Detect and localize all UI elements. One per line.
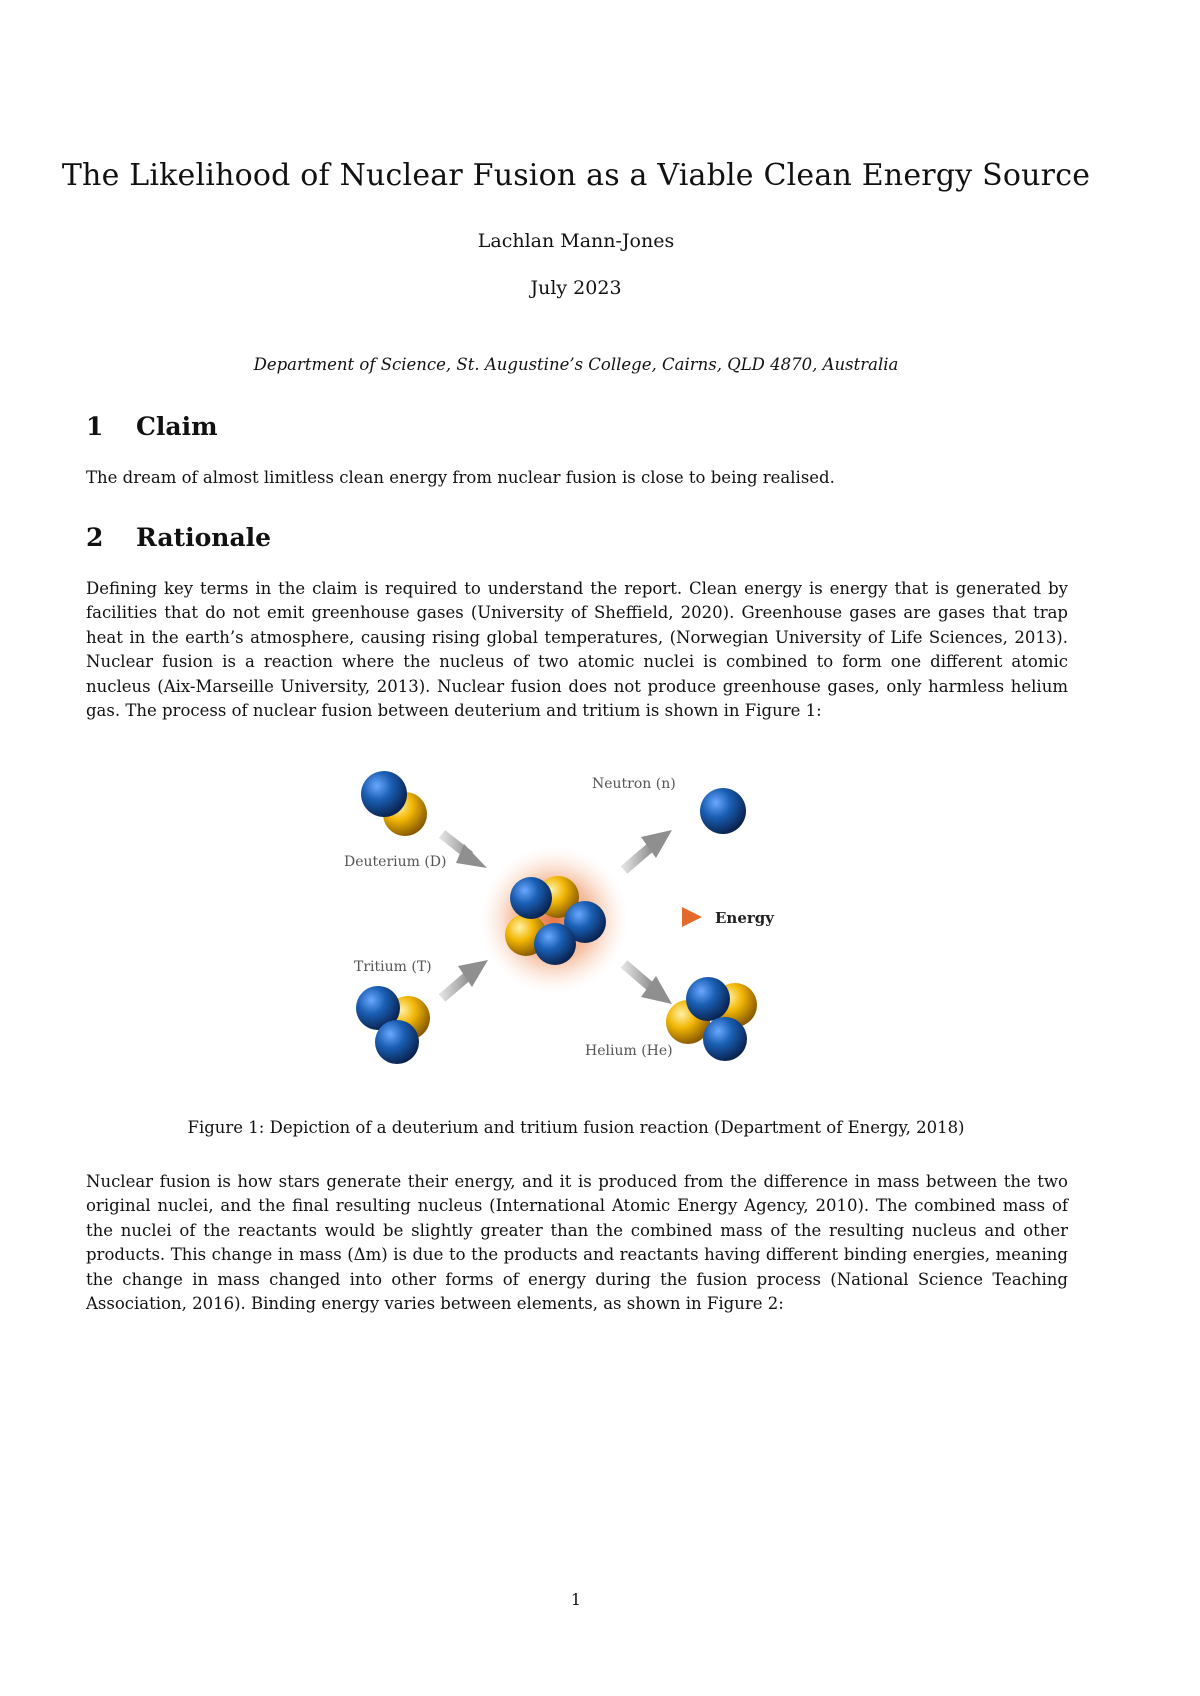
neutron	[361, 771, 407, 817]
section-heading-claim	[86, 412, 218, 441]
section-number: 2	[86, 523, 104, 552]
page-number: 1	[570, 1590, 582, 1609]
arrow-deuterium-in	[442, 834, 487, 868]
paper-affiliation: Department of Science, St. Augustine’s College, Cairns, QLD 4870, Australia	[253, 355, 899, 374]
paper-title: The Likelihood of Nuclear Fusion as a Viable Clean Energy Source	[61, 158, 1091, 193]
energy-label: Energy	[715, 909, 774, 927]
neutron	[534, 923, 576, 965]
figure-caption: Figure 1: Depiction of a deuterium and tritium fusion reaction (Department of Energy, 2018)	[187, 1118, 965, 1137]
paper-date: July 2023	[530, 277, 622, 299]
helium-label: Helium (He)	[585, 1043, 673, 1059]
deuterium-label: Deuterium (D)	[344, 854, 447, 870]
neutron-label: Neutron (n)	[592, 776, 676, 792]
claim-paragraph: The dream of almost limitless clean energy from nuclear fusion is close to being realised.	[86, 468, 835, 487]
tritium-nucleus	[356, 986, 430, 1064]
arrow-neutron-out	[624, 830, 672, 870]
neutron-product	[700, 788, 746, 834]
fusion-reaction-figure	[330, 752, 830, 1092]
neutron	[510, 877, 552, 919]
neutron	[375, 1020, 419, 1064]
arrow-energy-out	[646, 907, 702, 927]
fusion-center	[480, 846, 628, 994]
paper-author: Lachlan Mann-Jones	[477, 230, 675, 252]
rationale-paragraph-continued: Nuclear fusion is how stars generate their energy, and it is produced from the difference in mass between the two original nuclei, and the final resulting nucleus (International Atomic Energy Agency, 2010). The combined mass of the nuclei of the reactants would be slightly greater than the combined mass of the resulting nucleus and other products. This change in mass (Δm) is due to the products and reactants having different binding energies, meaning the change in mass changed into other forms of energy during the fusion process (National Science Teaching Association, 2016). Binding energy varies between elements, as shown in Figure 2:	[86, 1172, 1068, 1314]
deuterium-nucleus	[361, 771, 427, 836]
arrow-tritium-in	[442, 960, 488, 998]
neutron	[703, 1017, 747, 1061]
section-title: Rationale	[136, 523, 272, 552]
helium-nucleus	[666, 977, 757, 1061]
section-number: 1	[86, 412, 104, 441]
arrow-helium-out	[624, 964, 672, 1004]
section-heading-rationale	[86, 523, 271, 552]
rationale-paragraph: Defining key terms in the claim is required to understand the report. Clean energy is energy that is generated by facilities that do not emit greenhouse gases (University of Sheffield, 2020). Greenhouse gases are gases that trap heat in the earth’s atmosphere, causing rising global temperatures, (Norwegian University of Life Sciences, 2013). Nuclear fusion is a reaction where the nucleus of two atomic nuclei is combined to form one different atomic nucleus (Aix-Marseille University, 2013). Nuclear fusion does not produce greenhouse gases, only harmless helium gas. The process of nuclear fusion between deuterium and tritium is shown in Figure 1:	[86, 579, 1068, 721]
section-title: Claim	[136, 412, 218, 441]
tritium-label: Tritium (T)	[354, 959, 432, 975]
neutron	[686, 977, 730, 1021]
